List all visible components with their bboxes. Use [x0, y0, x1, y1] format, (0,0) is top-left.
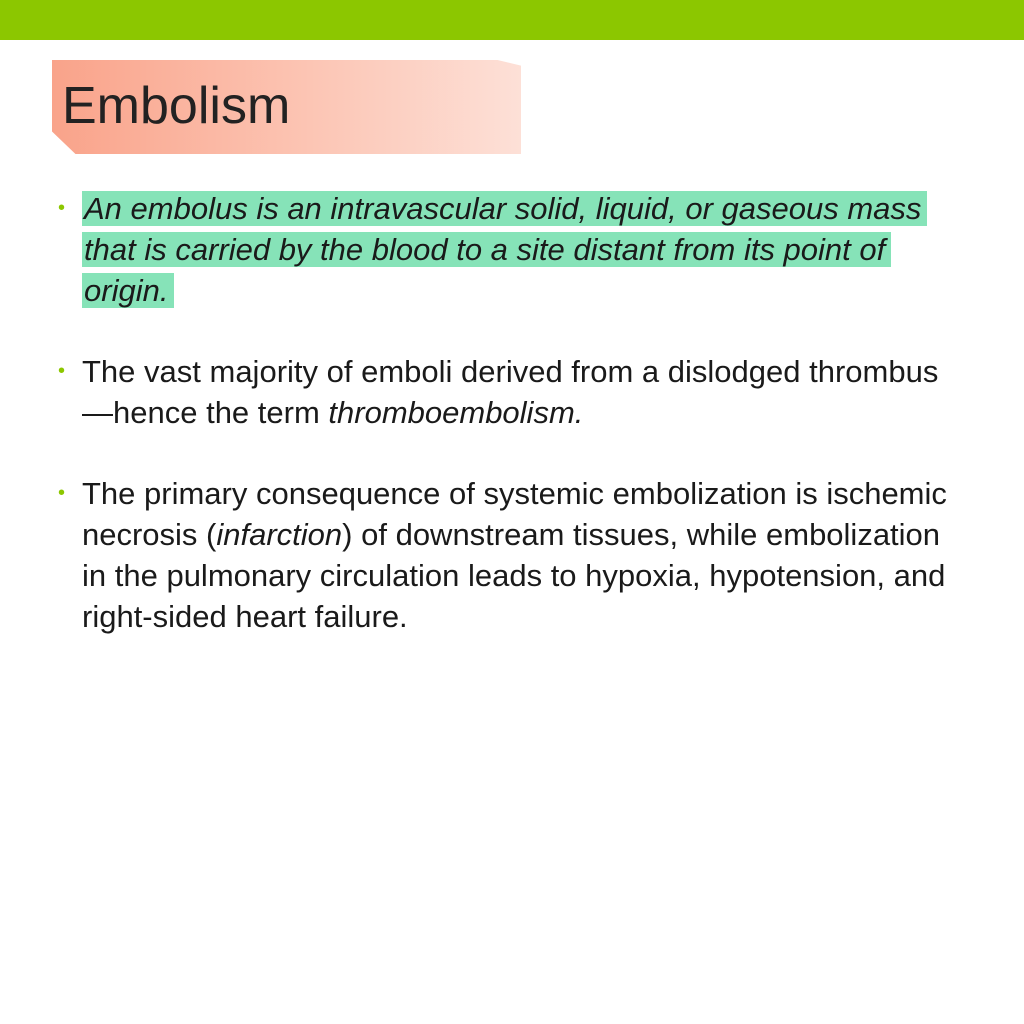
bullet-item-thromboembolism — [58, 351, 958, 433]
bullet-dot-icon: • — [58, 360, 66, 382]
slide-title: Embolism — [62, 77, 291, 135]
italic-term: thromboembolism. — [328, 395, 584, 430]
top-accent-bar — [0, 0, 1024, 40]
highlighted-definition: An embolus is an intravascular solid, liquid, or gaseous mass that is carried by the blood to a site distant from its point of origin. — [82, 191, 927, 308]
bullet-dot-icon: • — [58, 197, 66, 219]
bullet-text: The vast majority of emboli derived from a dislodged thrombus—hence the term — [82, 354, 939, 430]
bullet-list — [58, 188, 958, 637]
bullet-text: The primary consequence of systemic embolization is ischemic necrosis ( — [82, 476, 947, 552]
italic-term: infarction — [216, 517, 343, 552]
bullet-dot-icon: • — [58, 482, 66, 504]
bullet-text-continued: ) of downstream tissues, while embolization in the pulmonary circulation leads to hypoxia, hypotension, and right-sided heart failure. — [82, 517, 946, 634]
bullet-item-embolus-definition — [58, 188, 958, 311]
bullet-item-consequence — [58, 473, 958, 637]
